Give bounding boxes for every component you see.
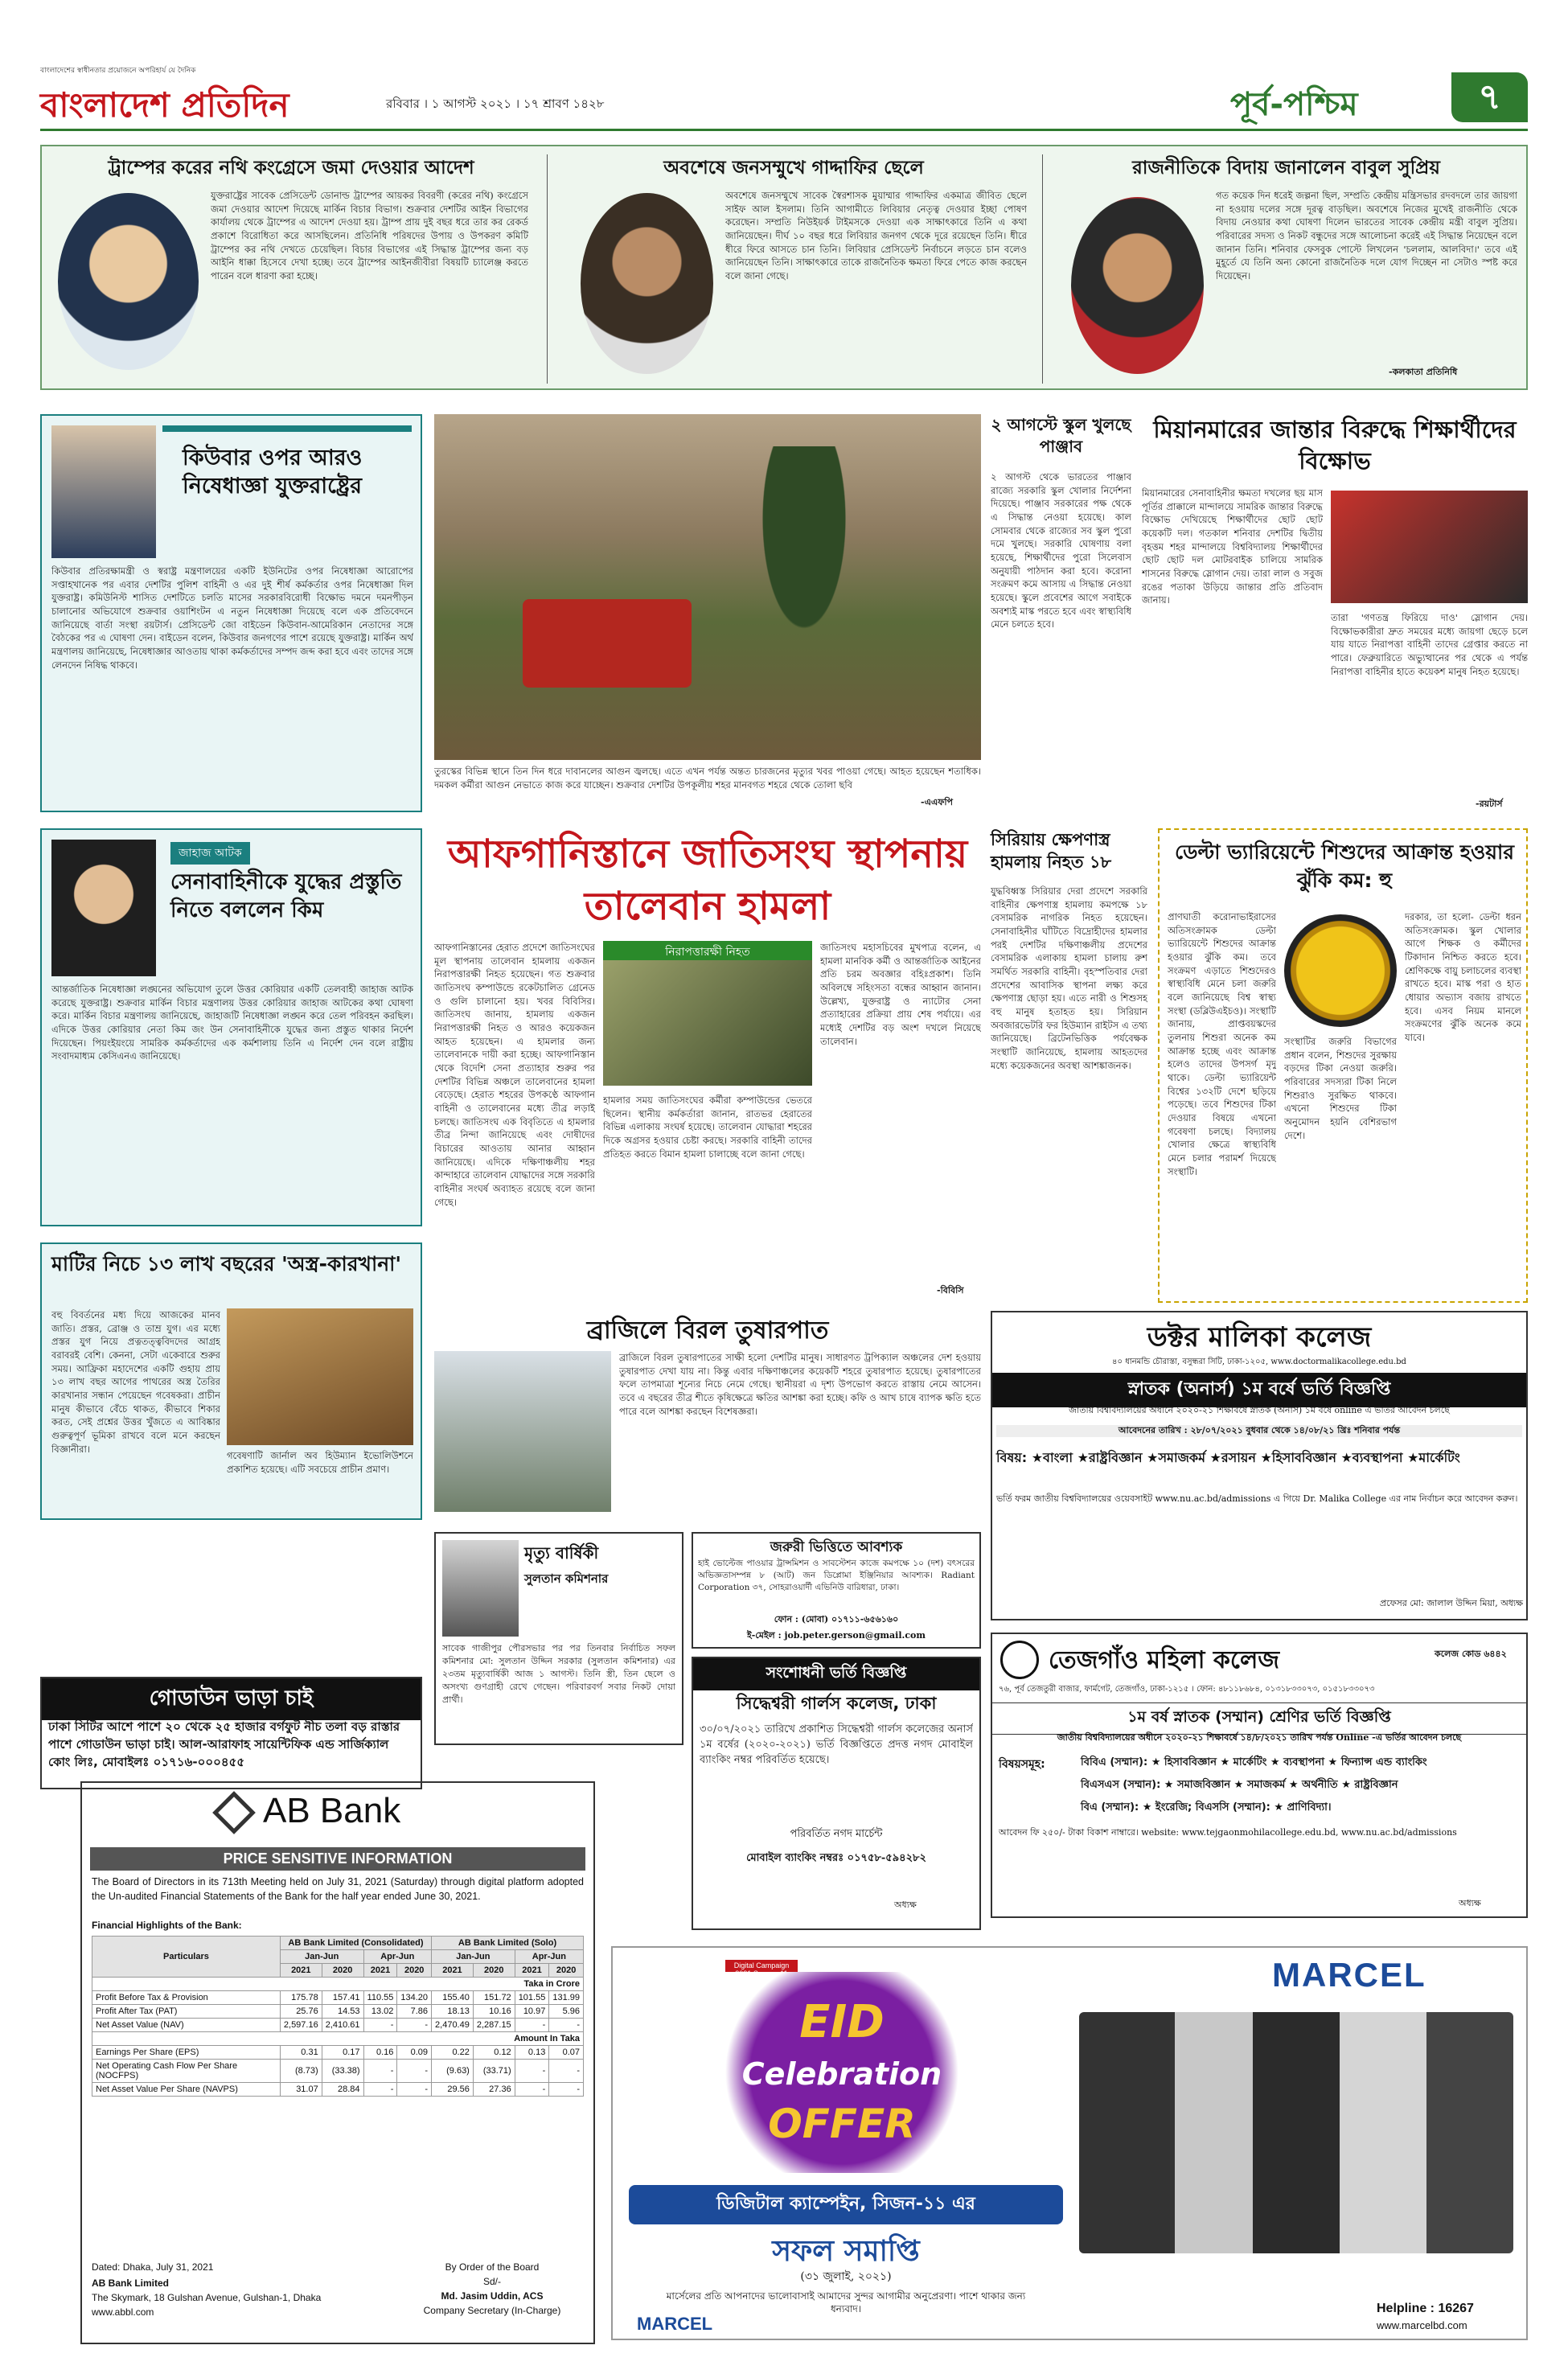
table-cell: - [397, 2060, 432, 2083]
story-headline: অবশেষে জনসম্মুখে গাদ্দাফির ছেলে [663, 158, 924, 179]
story-body-right: দরকার, তা হলো- ডেল্টা ধরন অতিসংক্রামক। স্কুল খোলার আগে শিক্ষক ও কর্মীদের টিকাদান নিশ্চিত করতে হবে। শ্রেণিকক্ষে বায়ু চলাচলের ব্যবস্থা রাখতে হবে। মাস্ক পরা ও হাত ধোয়ার অভ্যাস বজায় রাখতে হবে। এসব নিয়ম মানলে সংক্রমণের ঝুঁকি অনেক কমে যাবে। [1405, 911, 1521, 1044]
col-particulars: Particulars [92, 1937, 281, 1978]
column-rule [1042, 154, 1043, 384]
top-stories-row [40, 145, 1528, 390]
table-section-row [92, 2032, 584, 2046]
year-header: 2021 [363, 1964, 397, 1978]
ad-line2: আবেদনের তারিখ : ২৮/০৭/২০২১ বুধবার থেকে ১৪/০৮/২১ খ্রিঃ শনিবার পর্যন্ত [996, 1425, 1522, 1437]
table-cell: (8.73) [280, 2060, 322, 2083]
ad-malika-college[interactable] [991, 1311, 1528, 1620]
year-header: 2021 [432, 1964, 474, 1978]
year-header: 2021 [280, 1964, 322, 1978]
ad-body: হাই ভোল্টেজ পাওয়ার ট্রান্সমিশন ও সাবস্টেশন কাজে কমপক্ষে ১০ (দশ) বৎসরের অভিজ্ঞতাসম্পন্ন ৮ (আট) জন ডিপ্লোমা ইঞ্জিনিয়ার আবশ্যক। Radiant Corporation ৩৭, সোহরাওয়ার্দী এভিনিউ বারিধারা, ঢাকা। [698, 1559, 975, 1593]
afghan-photo-block [603, 941, 812, 1086]
story-weapons[interactable] [40, 1242, 422, 1520]
ad-subjects: বিষয়: ★বাংলা ★রাষ্ট্রবিজ্ঞান ★সমাজকর্ম ★রসায়ন ★হিসাববিজ্ঞান ★ব্যবস্থাপনা ★মার্কেটিং [996, 1450, 1460, 1465]
ad-title: গোডাউন ভাড়া চাই [42, 1678, 421, 1720]
table-cell: - [515, 2019, 549, 2032]
ad-body: ঢাকা সিটির আশে পাশে ২০ থেকে ২৫ হাজার বর্গফুট নীচ তলা বড় রাস্তার পাশে গোডাউন ভাড়া চাই। আল-আরাফাহ সায়েন্টিফিক এন্ড সার্জিক্যাল কোং লিঃ, মোবাইলঃ ০১৭১৬-০০০৪৫৫ [48, 1719, 400, 1769]
story-headline: ট্রাম্পের করের নথি কংগ্রেসে জমা দেওয়ার আদেশ [108, 158, 474, 179]
story-body: মিয়ানমারের সেনাবাহিনীর ক্ষমতা দখলের ছয় মাস পূর্তির প্রাক্কালে মান্দালয়ে সামরিক জান্তার বিরুদ্ধে বিক্ষোভ দেখিয়েছে শিক্ষার্থীদের ছোট ছোট কয়েকটি দল। গতকাল শনিবার দেশটির দ্বিতীয় বৃহত্তম শহর মান্দালয়ে বিশ্ববিদ্যালয় শিক্ষার্থীদের ছোট ছোট দল মোটরবাইক চালিয়ে সামরিক শাসনের বিরুদ্ধে স্লোগান দেয়। তারা লাল ও সবুজ রঙের পতাকা উড়িয়ে জান্তার প্রতি প্রতিবাদ জানায়। [1142, 487, 1323, 606]
ad-email[interactable]: ই-মেইল : job.peter.gerson@gmail.com [746, 1630, 926, 1641]
eid-text: EID [799, 1996, 885, 2048]
ad-subject-line: বিএ (সম্মান): ★ ইংরেজি; বিএসসি (সম্মান): ★ প্রাণিবিদ্যা। [1081, 1801, 1332, 1813]
story-headline: সেনাবাহিনীকে যুদ্ধের প্রস্তুতি নিতে বললেন কিম [170, 870, 402, 923]
table-cell: - [515, 2060, 549, 2083]
table-cell: 0.13 [515, 2046, 549, 2060]
story-kim[interactable] [40, 828, 422, 1226]
wildfire-photo [434, 414, 981, 760]
campaign-date: (৩১ জুলাই, ২০২১) [800, 2270, 892, 2283]
table-cell: 5.96 [549, 2005, 584, 2019]
ad-intro: The Board of Directors in its 713th Meeting held on July 31, 2021 (Saturday) through digital platform adopted the Un-audited Financial Statements of the Bank for the half year ended June 30, 2021. [92, 1876, 584, 1902]
table-row [92, 2046, 584, 2060]
story-body: আফগানিস্তানের হেরাত প্রদেশে জাতিসংঘের মূল স্থাপনায় তালেবান হামলায় একজন নিরাপত্তারক্ষী নিহত হয়েছেন। গত শুক্রবার জাতিসংঘ কম্পাউন্ডে রকেটচালিত গ্রেনেড ও গুলি চালানো হয়। খবর বিবিসির। জাতিসংঘ জানায়, হামলায় একজন নিরাপত্তারক্ষী নিহত ও আরও কয়েকজন আহত হয়েছেন। এ হামলার জন্য তালেবানকে দায়ী করা হচ্ছে। আফগানিস্তান থেকে বিদেশি সেনা প্রত্যাহার শুরুর পর দেশটির বিভিন্ন অঞ্চলে তালেবানের হামলা বেড়েছে। হেরাত শহরের উপকণ্ঠে আফগান বাহিনী ও তালেবানের মধ্যে তীব্র লড়াই চলছে। জাতিসংঘ এক বিবৃতিতে এ হামলার তীব্র নিন্দা জানিয়েছে এবং দোষীদের বিচারের আওতায় আনার আহ্বান জানিয়েছে। এদিকে দক্ষিণাঞ্চলীয় শহর কান্দাহারে তালেবান যোদ্ধাদের সঙ্গে সরকারি বাহিনীর সংঘর্ষ অব্যাহত রয়েছে বলে জানা গেছে। [434, 942, 595, 1208]
story-myanmar[interactable] [1142, 414, 1528, 812]
gaddafi-photo [581, 193, 713, 374]
table-cell: 27.36 [473, 2083, 515, 2097]
ad-subtitle: স্নাতক (অনার্স) ১ম বর্ষে ভর্তি বিজ্ঞপ্তি [992, 1373, 1526, 1407]
table-row [92, 2005, 584, 2019]
ad-marcel[interactable] [611, 1946, 1528, 2340]
section-tag: জাহাজ আটক [170, 842, 250, 865]
snow-photo [434, 1351, 611, 1512]
obit-body: সাবেক গাজীপুর পৌরসভার পর পর তিনবার নির্বাচিত সফল কমিশনার মো: সুলতান উদ্দিন সরকার (সুলতান কমিশনার) এর ২৩তম মৃত্যুবার্ষিকী আজ ১ আগস্ট। তিনি স্ত্রী, তিন ছেলে ও অসংখ্য গুণগ্রাহী রেখে গেছেন। পরিবারবর্গ সবার নিকট দোয়া প্রার্থী। [442, 1643, 675, 1705]
ad-company: AB Bank Limited [92, 2277, 170, 2289]
table-cell: (9.63) [432, 2060, 474, 2083]
marcel-website[interactable]: www.marcelbd.com [1377, 2319, 1467, 2331]
ad-signature: প্রফেসর মো: জালাল উদ্দিন মিয়া, অধ্যক্ষ [1379, 1598, 1523, 1608]
story-syria[interactable] [991, 828, 1147, 1303]
table-cell: 2,470.49 [432, 2019, 474, 2032]
table-cell: 0.17 [322, 2046, 363, 2060]
story-headline: ব্রাজিলে বিরল তুষারপাত [586, 1316, 829, 1345]
row-label: Profit Before Tax & Provision [92, 1991, 281, 2005]
table-cell: - [549, 2083, 584, 2097]
table-cell: 151.72 [473, 1991, 515, 2005]
ad-line1: জাতীয় বিশ্ববিদ্যালয়ের অধীনে ২০২০-২১ শিক্ষাবর্ষে ১৪/৮/২০২১ তারিখ পর্যন্ত Online -এ ভর্তির আবেদন চলছে [1057, 1732, 1462, 1743]
ad-subject-line: বিএসএস (সম্মান): ★ সমাজবিজ্ঞান ★ সমাজকর্ম ★ অর্থনীতি ★ রাষ্ট্রবিজ্ঞান [1081, 1779, 1398, 1791]
cuba-headline-bar [162, 425, 412, 432]
table-cell: - [549, 2019, 584, 2032]
table-row [92, 2083, 584, 2097]
kim-photo [51, 840, 156, 976]
ad-title: সংশোধনী ভর্তি বিজ্ঞপ্তি [693, 1658, 979, 1690]
col-consolidated: AB Bank Limited (Consolidated) [280, 1937, 431, 1950]
ad-urgent-hiring[interactable] [692, 1532, 981, 1649]
row-label: Net Asset Value Per Share (NAVPS) [92, 2083, 281, 2097]
ad-code: কলেজ কোড ৬৪৪২ [1435, 1649, 1507, 1659]
story-headline: আফগানিস্তানে জাতিসংঘ স্থাপনায় তালেবান হামলা [447, 832, 968, 929]
story-body: বহু বিবর্তনের মধ্য দিয়ে আজকের মানব জাতি। প্রস্তর, ব্রোঞ্জ ও তাম্র যুগ। এর মধ্যে প্রস্তর যুগ নিয়ে প্রত্নতত্ত্ববিদদের আগ্রহ বরাবরই বেশি। কেননা, সেটা একেবারে শুরুর সময়। আফ্রিকা মহাদেশের একটি গুহায় প্রায় ১৩ লাখ বছর আগের পাথরের অস্ত্র তৈরির কারখানার সন্ধান পেয়েছেন গবেষকরা। প্রাচীন মানুষ কীভাবে বেঁচে থাকত, কীভাবে শিকার করত, সেই প্রশ্নের উত্তর খুঁজতে এ আবিষ্কার গুরুত্বপূর্ণ ভূমিকা রাখবে বলে মনে করছেন বিজ্ঞানীরা। [51, 1309, 220, 1455]
story-trump[interactable] [50, 153, 532, 386]
story-credit: -কলকাতা প্রতিনিধি [1389, 367, 1458, 377]
table-cell: 13.02 [363, 2005, 397, 2019]
table-section-label: Taka in Crore [92, 1978, 584, 1991]
table-cell: (33.38) [322, 2060, 363, 2083]
table-cell: 0.22 [432, 2046, 474, 2060]
table-row [92, 2060, 584, 2083]
story-brazil[interactable] [434, 1311, 981, 1520]
table-cell: 0.09 [397, 2046, 432, 2060]
year-header: 2020 [549, 1964, 584, 1978]
obit-title: মৃত্যু বার্ষিকী [524, 1543, 599, 1563]
ad-subject-line: বিবিএ (সম্মান): ★ হিসাববিজ্ঞান ★ মার্কেটিং ★ ব্যবস্থাপনা ★ ফিন্যান্স এন্ড ব্যাংকিং [1081, 1756, 1427, 1768]
photo-credit: -এএফপি [921, 797, 953, 807]
table-section-label: Amount In Taka [92, 2032, 584, 2046]
ad-title: তেজগাঁও মহিলা কলেজ [1049, 1646, 1280, 1674]
story-body: অবশেষে জনসম্মুখে সাবেক স্বৈরশাসক মুয়াম্মার গাদ্দাফির একমাত্র জীবিত ছেলে সাইফ আল ইসলাম। তিনি আগামীতে লিবিয়ার নেতৃত্ব দেওয়ার ইচ্ছা পোষণ করেছেন। সম্প্রতি নিউইয়র্ক টাইমসকে দেওয়া এক সাক্ষাৎকারে তিনি এ কথা জানিয়েছেন। দীর্ঘ ১০ বছর ধরে লিবিয়ার জনগণ থেকে দূরে রয়েছেন তিনি। ধীরে ধীরে ফিরে আসতে চান তিনি। লিবিয়ার প্রেসিডেন্ট নির্বাচনে লড়তে চান বলেও জানিয়েছেন তিনি। সাক্ষাৎকারে তাকে রাজনৈতিক ক্ষমতা ফিরে পেতে কাজ করছেন বলে জানা গেছে। [725, 190, 1027, 282]
table-cell: 157.41 [322, 1991, 363, 2005]
marcel-logo: MARCEL [1272, 1956, 1426, 1994]
table-cell: - [363, 2083, 397, 2097]
ad-mobile: মোবাইল ব্যাংকিং নম্বরঃ ০১৭৫৮-৫৯৪২৮২ [746, 1852, 926, 1864]
period-header: Jan-Jun [280, 1950, 363, 1964]
table-cell: 10.97 [515, 2005, 549, 2019]
table-row [92, 1991, 584, 2005]
table-cell: 10.16 [473, 2005, 515, 2019]
story-afghan[interactable] [434, 828, 981, 1303]
ad-web[interactable]: www.abbl.com [92, 2306, 154, 2318]
ad-body: ৩০/০৭/২০২১ তারিখে প্রকাশিত সিদ্ধেশ্বরী গার্লস কলেজের অনার্স ১ম বর্ষের (২০২০-২০২১) ভর্তি বিজ্ঞপ্তিতে প্রদত্ত নগদ মোবাইল ব্যাংকিং নম্বর পরিবর্তিত হয়েছে। [700, 1723, 973, 1766]
ad-line1: জাতীয় বিশ্ববিদ্যালয়ের অধীনে ২০২০-২১ শিক্ষাবর্ষে স্নাতক (অনার্স) ১ম বর্ষে online এ ভর্তির আবেদন চলছে [1069, 1405, 1450, 1415]
trump-photo [58, 193, 199, 370]
story-credit: -রয়টার্স [1476, 799, 1503, 809]
period-header: Apr-Jun [363, 1950, 431, 1964]
story-gaddafi[interactable] [556, 153, 1031, 386]
ab-bank-logo: AB Bank [263, 1791, 401, 1830]
year-header: 2020 [322, 1964, 363, 1978]
photo-caption: নিরাপত্তারক্ষী নিহত [603, 941, 812, 963]
story-body: ২ আগস্ট থেকে ভারতের পাঞ্জাব রাজ্যে সরকারি স্কুল খোলার নির্দেশনা দিয়েছে। পাঞ্জাব সরকারের পক্ষ থেকে এ সিদ্ধান্ত নেওয়া হয়েছে। কাল সোমবার থেকে রাজ্যের সব স্কুল পুরো দমে খুলছে। সরকারি ঘোষণায় বলা হয়েছে, শিক্ষার্থীদের পুরো সিলেবাস অনুযায়ী পাঠদান করা হবে। করোনা সংক্রমণ কমে আসায় এ সিদ্ধান্ত নেওয়া হয়েছে। স্কুলে প্রবেশের আগে সবাইকে অবশ্যই মাস্ক পরতে হবে এবং স্বাস্থ্যবিধি মেনে চলতে হবে। [991, 471, 1131, 630]
ad-changed: পরিবর্তিত নগদ মার্চেন্ট [790, 1828, 883, 1840]
obituary-portrait [442, 1540, 519, 1637]
masthead-rule [40, 129, 1528, 131]
table-cell: 18.13 [432, 2005, 474, 2019]
year-header: 2020 [473, 1964, 515, 1978]
year-header: 2020 [397, 1964, 432, 1978]
table-cell: 0.16 [363, 2046, 397, 2060]
security-guard-photo [603, 960, 812, 1086]
period-header: Apr-Jun [515, 1950, 583, 1964]
story-body-middle: সংস্থাটির জরুরি বিভাগের প্রধান বলেন, শিশুদের সুরক্ষায় বড়দের টিকা নেওয়া জরুরি। পরিবারের সদস্যরা টিকা নিলে শিশুরাও সুরক্ষিত থাকবে। এখনো শিশুদের টিকা অনুমোদন হয়নি বেশিরভাগ দেশে। [1284, 1036, 1397, 1141]
ad-title: জরুরী ভিত্তিতে আবশ্যক [770, 1539, 903, 1555]
table-cell: 101.55 [515, 1991, 549, 2005]
table-cell: 2,597.16 [280, 2019, 322, 2032]
story-body: কিউবার প্রতিরক্ষামন্ত্রী ও স্বরাষ্ট্র মন্ত্রণালয়ের একটি ইউনিটের ওপর নিষেধাজ্ঞা আরোপের সপ্তাহখানেক পর এবার দেশটির পুলিশ বাহিনী ও এর দুই শীর্ষ কর্মকর্তার ওপর নিষেধাজ্ঞা দিল যুক্তরাষ্ট্র। কমিউনিস্ট শাসিত দেশটিতে চলতি মাসের সরকারবিরোধী বিক্ষোভ দমনে দমনপীড়ন চালানোর অভিযোগে শুক্রবার ওয়াশিংটন এ নতুন নিষেধাজ্ঞা দিয়েছে বলে এক প্রতিবেদনে জানিয়েছে বার্তা সংস্থা রয়টার্স। প্রেসিডেন্ট জো বাইডেন কিউবান-আমেরিকান নেতাদের সঙ্গে বৈঠকের পর এ ঘোষণা দেন। বাইডেন বলেন, কিউবার জনগণের পাশে রয়েছে যুক্তরাষ্ট্র। মার্কিন অর্থ মন্ত্রণালয় জানিয়েছে, নিষেধাজ্ঞার আওতায় থাকা কর্মকর্তাদের সম্পদ জব্দ করা হবে এবং তাদের সঙ্গে লেনদেন নিষিদ্ধ থাকবে। [51, 565, 413, 671]
row-label: Earnings Per Share (EPS) [92, 2046, 281, 2060]
college-emblem-icon [1000, 1641, 1039, 1679]
story-body: প্রাণঘাতী করোনাভাইরাসের অতিসংক্রামক ডেল্টা ভ্যারিয়েন্টে শিশুদের আক্রান্ত হওয়ার ঝুঁকি কম। তবে সংক্রমণ এড়াতে শিশুদেরও স্বাস্থ্যবিধি মেনে চলা জরুরি বলে জানিয়েছে বিশ্ব স্বাস্থ্য সংস্থা (ডব্লিউএইচও)। সংস্থাটি জানায়, প্রাপ্তবয়স্কদের তুলনায় শিশুরা অনেক কম আক্রান্ত হচ্ছে এবং আক্রান্ত হলেও তাদের উপসর্গ মৃদু থাকে। ডেল্টা ভ্যারিয়েন্ট বিশ্বের ১৩২টি দেশে ছড়িয়ে পড়েছে। তবে শিশুদের টিকা দেওয়ার বিষয়ে এখনো গবেষণা চলছে। বিদ্যালয় খোলার ক্ষেত্রে স্বাস্থ্যবিধি মেনে চলার পরামর্শ দিয়েছে সংস্থাটি। [1168, 911, 1276, 1177]
ad-order: By Order of the Board [445, 2261, 540, 2273]
story-delta[interactable] [1158, 828, 1528, 1303]
story-body: যুদ্ধবিধ্বস্ত সিরিয়ার দেরা প্রদেশে সরকারি বাহিনীর ক্ষেপণাস্ত্র হামলায় কমপক্ষে ১৮ বেসামরিক নাগরিক নিহত হয়েছেন। সেনাবাহিনীর ঘাঁটিতে বিদ্রোহীদের হামলার পরই দেশটির দক্ষিণাঞ্চলীয় প্রদেশের বেসামরিক এলাকায় হামলা চালায় রুশ সমর্থিত সরকারি বাহিনী। বৃহস্পতিবার দেরা প্রদেশের আবাসিক স্থাপনা লক্ষ্য করে ক্ষেপণাস্ত্র ছোড়া হয়। এতে নারী ও শিশুসহ বহু মানুষ হতাহত হয়। সিরিয়ান অবজারভেটরি ফর হিউম্যান রাইটস এ তথ্য জানিয়েছে। ব্রিটেনভিত্তিক পর্যবেক্ষক সংস্থাটি জানিয়েছে, হামলায় আহতদের মধ্যে কয়েকজনের অবস্থা আশঙ্কাজনক। [991, 885, 1147, 1071]
story-headline: মাটির নিচে ১৩ লাখ বছরের 'অস্ত্র-কারখানা' [51, 1252, 402, 1275]
table-cell: 29.56 [432, 2083, 474, 2097]
virus-illustration [1284, 914, 1397, 1027]
excavation-photo [227, 1308, 413, 1445]
story-body: ব্রাজিলে বিরল তুষারপাতের সাক্ষী হলো দেশটির মানুষ। সাধারণত ট্রপিক্যাল অঞ্চলের দেশ হওয়ায় তুষারপাত দেখা যায় না। কিন্তু এবার দক্ষিণাঞ্চলের কয়েকটি শহরে তুষারপাত হয়েছে। তুষারপাতের ফলে তাপমাত্রা শূন্যের নিচে নেমে গেছে। স্থানীয়রা এ দৃশ্য উপভোগ করতে রাস্তায় নেমে আসেন। তবে এ বছরের তীব্র শীতে কৃষিক্ষেত্রে ক্ষতির আশঙ্কা করা হচ্ছে। কফি ও আখ চাষে ব্যাপক ক্ষতি হতে পারে বলে আশঙ্কা করছেন বিশেষজ্ঞরা। [619, 1352, 981, 1417]
table-cell: 110.55 [363, 1991, 397, 2005]
photo-caption: তুরস্কের বিভিন্ন স্থানে তিন দিন ধরে দাবানলের আগুন জ্বলছে। এতে এখন পর্যন্ত অন্তত চারজনের মৃত্যুর খবর পাওয়া গেছে। আহত হয়েছেন শতাধিক। দমকল কর্মীরা আগুন নেভাতে কাজ করে যাচ্ছেন। শুক্রবার দেশটির উপকূলীয় শহর মানবগত শহরে থেকে তোলা ছবি [434, 766, 981, 791]
financial-table-wrap [92, 1936, 584, 2097]
ad-address: ৭৬, পূর্ব তেজতুরী বাজার, ফার্মগেট, তেজগাঁও, ঢাকা-১২১৫ । ফোন: ৪৮১১৮৬৮৪, ০১৩১৮৩৩০৭৩, ০১৫১৮৩৩০৭৩ [999, 1685, 1375, 1694]
table-cell: - [363, 2019, 397, 2032]
table-cell: 25.76 [280, 2005, 322, 2019]
ad-address: The Skymark, 18 Gulshan Avenue, Gulshan-1, Dhaka [92, 2292, 322, 2303]
story-body: গত কয়েক দিন ধরেই জল্পনা ছিল, সম্প্রতি কেন্দ্রীয় মন্ত্রিসভার রদবদলে তার জায়গা না হওয়ায় দলের সঙ্গে দূরত্ব বাড়ছিল। অবশেষে নিজের মুখেই রাজনীতি থেকে বিদায় নেওয়ার কথা ঘোষণা দিলেন ভারতের সাবেক কেন্দ্রীয় মন্ত্রী বাবুল সুপ্রিয়। পরিবারের সদস্য ও নিকট বন্ধুদের সঙ্গে আলোচনা করেই এই সিদ্ধান্ত নিয়েছেন বলে জানান তিনি। শনিবার ফেসবুক পোস্টে লিখলেন 'চললাম, আলবিদা।' তবে এই মুহূর্তে যে তিনি অন্য কোনো রাজনৈতিক দলে যোগ দিচ্ছেন না সেটাও স্পষ্ট করে দিয়েছেন। [1216, 190, 1517, 282]
ad-note: আবেদন ফি ২৫০/- টাকা বিকাশ নাম্বারে। website: www.tejgaonmohilacollege.edu.bd, www.nu.ac.bd/admissions [999, 1827, 1457, 1838]
ad-signer: Md. Jasim Uddin, ACS [441, 2290, 544, 2302]
story-headline: সিরিয়ায় ক্ষেপণাস্ত্র হামলায় নিহত ১৮ [991, 830, 1112, 873]
campaign-thanks: মার্সেলের প্রতি আপনাদের ভালোবাসাই আমাদের সুন্দর আগামীর অনুপ্রেরণা। পাশে থাকার জন্য ধন্যবাদ। [666, 2290, 1026, 2315]
story-headline: ডেল্টা ভ্যারিয়েন্টে শিশুদের আক্রান্ত হওয়ার ঝুঁকি কম: হু [1174, 840, 1515, 892]
table-cell: 2,410.61 [322, 2019, 363, 2032]
story-body-continued: তারা 'গণতন্ত্র ফিরিয়ে দাও' স্লোগান দেয়। বিক্ষোভকারীরা দ্রুত সময়ের মধ্যে জায়গা ছেড়ে চলে যায় যাতে নিরাপত্তা বাহিনী তাদের গ্রেপ্তার করতে না পারে। ফেব্রুয়ারিতে অভ্যুত্থানের পর থেকে এ পর্যন্ত নিরাপত্তা বাহিনীর হাতে কয়েকশ মানুষ নিহত হয়েছে। [1331, 612, 1528, 677]
ad-sd: Sd/- [482, 2276, 501, 2287]
year-header: 2021 [515, 1964, 549, 1978]
financial-table [92, 1936, 584, 2097]
helpline[interactable]: Helpline : 16267 [1377, 2302, 1474, 2315]
ad-note: ভর্তি ফরম জাতীয় বিশ্ববিদ্যালয়ের ওয়েবসাইট www.nu.ac.bd/admissions এ গিয়ে Dr. Malika College এর নাম নির্বাচন করে আবেদন করুন। [996, 1493, 1518, 1504]
section-title: পূর্ব-পশ্চিম [1230, 86, 1358, 123]
table-cell: 0.12 [473, 2046, 515, 2060]
campaign-line2: সফল সমাপ্তি [772, 2235, 920, 2268]
campaign-badge: Digital Campaign [725, 1960, 798, 1979]
story-body-middle: হামলার সময় জাতিসংঘের কর্মীরা কম্পাউন্ডের ভেতরে ছিলেন। স্থানীয় কর্মকর্তারা জানান, রাতভর হেরাতের বিভিন্ন এলাকায় সংঘর্ষ হয়েছে। তালেবান যোদ্ধারা শহরের দিকে অগ্রসর হওয়ার চেষ্টা করছে। সরকারি বাহিনী তাদের প্রতিহত করতে বিমান হামলা চালাচ্ছে বলে জানা গেছে। [603, 1095, 812, 1160]
table-cell: - [549, 2060, 584, 2083]
campaign-line1: ডিজিটাল ক্যাম্পেইন, সিজন-১১ এর [629, 2185, 1063, 2224]
story-headline: মিয়ানমারের জান্তার বিরুদ্ধে শিক্ষার্থীদের বিক্ষোভ [1153, 416, 1517, 475]
row-label: Net Operating Cash Flow Per Share (NOCFPS) [92, 2060, 281, 2083]
ad-dated: Dated: Dhaka, July 31, 2021 [92, 2261, 214, 2273]
story-body: আন্তর্জাতিক নিষেধাজ্ঞা লঙ্ঘনের অভিযোগ তুলে উত্তর কোরিয়ার একটি তেলবাহী জাহাজ আটক করেছে যুক্তরাষ্ট্র। শুক্রবার মার্কিন বিচার মন্ত্রণালয় উত্তর কোরিয়ার জাহাজ আটকের কথা ঘোষণা করে। মার্কিন বিচার মন্ত্রণালয় জানিয়েছে, জাহাজটি নিষেধাজ্ঞা লঙ্ঘন করে তেল পরিবহন করছিল। এদিকে উত্তর কোরিয়ার নেতা কিম জং উন সেনাবাহিনীকে যুদ্ধের জন্য প্রস্তুত থাকার নির্দেশ দিয়েছেন। পিয়ংইয়ংয়ে সামরিক কর্মকর্তাদের এক কর্মশালায় তিনি এ নির্দেশ দেন বলে রাষ্ট্রীয় সংবাদমাধ্যম কেসিএনএ জানিয়েছে। [51, 984, 413, 1062]
table-row [92, 2019, 584, 2032]
ad-signature: অধ্যক্ষ [894, 1900, 917, 1910]
row-label: Net Asset Value (NAV) [92, 2019, 281, 2032]
ad-subjects-label: বিষয়সমূহ: [999, 1758, 1045, 1771]
trees [740, 446, 868, 688]
period-header: Jan-Jun [432, 1950, 515, 1964]
col-solo: AB Bank Limited (Solo) [432, 1937, 584, 1950]
table-cell: - [397, 2019, 432, 2032]
offer-text: OFFER [768, 2101, 916, 2147]
marcel-logo-bottom: MARCEL [637, 2314, 713, 2334]
table-cell: - [397, 2083, 432, 2097]
ad-signer-title: Company Secretary (In-Charge) [423, 2305, 561, 2316]
table-cell: 131.99 [549, 1991, 584, 2005]
story-headline: রাজনীতিকে বিদায় জানালেন বাবুল সুপ্রিয় [1132, 158, 1440, 179]
table-cell: 0.07 [549, 2046, 584, 2060]
protest-photo [1331, 491, 1528, 603]
masthead [40, 48, 1528, 129]
story-turkey-fire[interactable] [434, 414, 981, 812]
row-label: Profit After Tax (PAT) [92, 2005, 281, 2019]
page-number: ৭ [1451, 72, 1528, 122]
ad-title: PRICE SENSITIVE INFORMATION [90, 1847, 585, 1871]
story-credit: -বিবিসি [937, 1285, 964, 1296]
babul-photo [1071, 197, 1204, 374]
ad-tejgaon-college[interactable] [991, 1633, 1528, 1918]
ad-subtitle: ১ম বর্ষ স্নাতক (সম্মান) শ্রেণির ভর্তি বিজ্ঞপ্তি [992, 1702, 1526, 1735]
story-body-right: জাতিসংঘ মহাসচিবের মুখপাত্র বলেন, এ হামলা মানবিক কর্মী ও আন্তর্জাতিক আইনের প্রতি চরম অবজ্ঞার বহিঃপ্রকাশ। তিনি অবিলম্বে সহিংসতা বন্ধের আহ্বান জানান। উল্লেখ্য, যুক্তরাষ্ট্র ও ন্যাটোর সেনা প্রত্যাহারের প্রক্রিয়া প্রায় শেষ পর্যায়ে। এর মধ্যেই দেশটির বড় অংশ দখলে নিয়েছে তালেবান। [820, 942, 981, 1047]
table-cell: 155.40 [432, 1991, 474, 2005]
financial-table-body [92, 1978, 584, 2097]
ad-title: ডক্টর মালিকা কলেজ [1147, 1321, 1372, 1353]
highlights-label: Financial Highlights of the Bank: [92, 1920, 242, 1931]
story-headline: ২ আগস্টে স্কুল খুলছে পাঞ্জাব [991, 415, 1131, 456]
ab-bank-logo-icon [212, 1791, 256, 1834]
fire-truck [523, 599, 692, 688]
ad-ab-bank[interactable] [80, 1781, 595, 2344]
ad-phone: ফোন : (মোবা) ০১৭১১-৬৫৬১৬০ [774, 1614, 899, 1624]
table-cell: 7.86 [397, 2005, 432, 2019]
ad-godown[interactable] [40, 1677, 422, 1789]
issue-date: রবিবার । ১ আগস্ট ২০২১ । ১৭ শ্রাবণ ১৪২৮ [386, 97, 605, 111]
table-cell: (33.71) [473, 2060, 515, 2083]
story-body-end: গবেষণাটি জার্নাল অব হিউম্যান ইভোলিউশনে প্রকাশিত হয়েছে। এটি সবচেয়ে প্রাচীন প্রমাণ। [227, 1450, 413, 1475]
story-punjab[interactable] [991, 414, 1131, 812]
story-headline: কিউবার ওপর আরও নিষেধাজ্ঞা যুক্তরাষ্ট্রের [183, 446, 363, 499]
ad-obituary[interactable] [434, 1532, 683, 1745]
ad-correction[interactable] [692, 1657, 981, 1930]
newspaper-logo[interactable]: বাংলাদেশ প্রতিদিন [40, 85, 289, 125]
ad-signature: অধ্যক্ষ [1459, 1898, 1481, 1908]
logo-tagline: বাংলাদেশের স্বাধীনতার প্রয়োজনে অপরিহার্য যে দৈনিক [40, 67, 196, 75]
column-rule [547, 154, 548, 384]
appliances-image [1079, 2012, 1513, 2253]
story-cuba[interactable] [40, 414, 422, 812]
celebration-text: Celebration [741, 2056, 942, 2092]
table-cell: 28.84 [322, 2083, 363, 2097]
table-cell: 0.31 [280, 2046, 322, 2060]
biden-photo [51, 425, 156, 558]
table-cell: 2,287.15 [473, 2019, 515, 2032]
table-cell: 134.20 [397, 1991, 432, 2005]
ad-address: ৪০ ধানমন্ডি চৌরাস্তা, বসুন্ধরা সিটি, ঢাকা-১২০৫, www.doctormalikacollege.edu.bd [1112, 1357, 1406, 1366]
table-cell: 175.78 [280, 1991, 322, 2005]
story-body: যুক্তরাষ্ট্রের সাবেক প্রেসিডেন্ট ডোনাল্ড ট্রাম্পের আয়কর বিবরণী (করের নথি) কংগ্রেসে জমা দেওয়ার আদেশ দিয়েছে মার্কিন বিচার বিভাগ। শুক্রবার দেশটির আইন বিভাগের কার্যালয় থেকে ট্রাম্পের এ আদেশ দেওয়া হয়। ট্রাম্প প্রায় দুই বছর ধরে তার কর রেকর্ড প্রকাশে বিরোধিতা করে আসছিলেন। প্রতিনিধি পরিষদের উপায় ও উপকরণ কমিটি ট্রাম্পের কর নথি দেখতে চেয়েছিল। বিচার বিভাগের এই সিদ্ধান্ত ট্রাম্পের জন্য বড় আইনি ধাক্কা হিসেবে দেখা হচ্ছে। তবে ট্রাম্পের আইনজীবীরা বিষয়টি চ্যালেঞ্জ করতে পারেন বলে ধারণা করা হচ্ছে। [211, 190, 528, 282]
table-cell: - [363, 2060, 397, 2083]
table-cell: 31.07 [280, 2083, 322, 2097]
ad-college: সিদ্ধেশ্বরী গার্লস কলেজ, ঢাকা [736, 1694, 937, 1713]
table-cell: - [515, 2083, 549, 2097]
story-babul[interactable] [1051, 153, 1521, 386]
table-section-row [92, 1978, 584, 1991]
obit-name: সুলতান কমিশনার [524, 1571, 609, 1586]
table-cell: 14.53 [322, 2005, 363, 2019]
